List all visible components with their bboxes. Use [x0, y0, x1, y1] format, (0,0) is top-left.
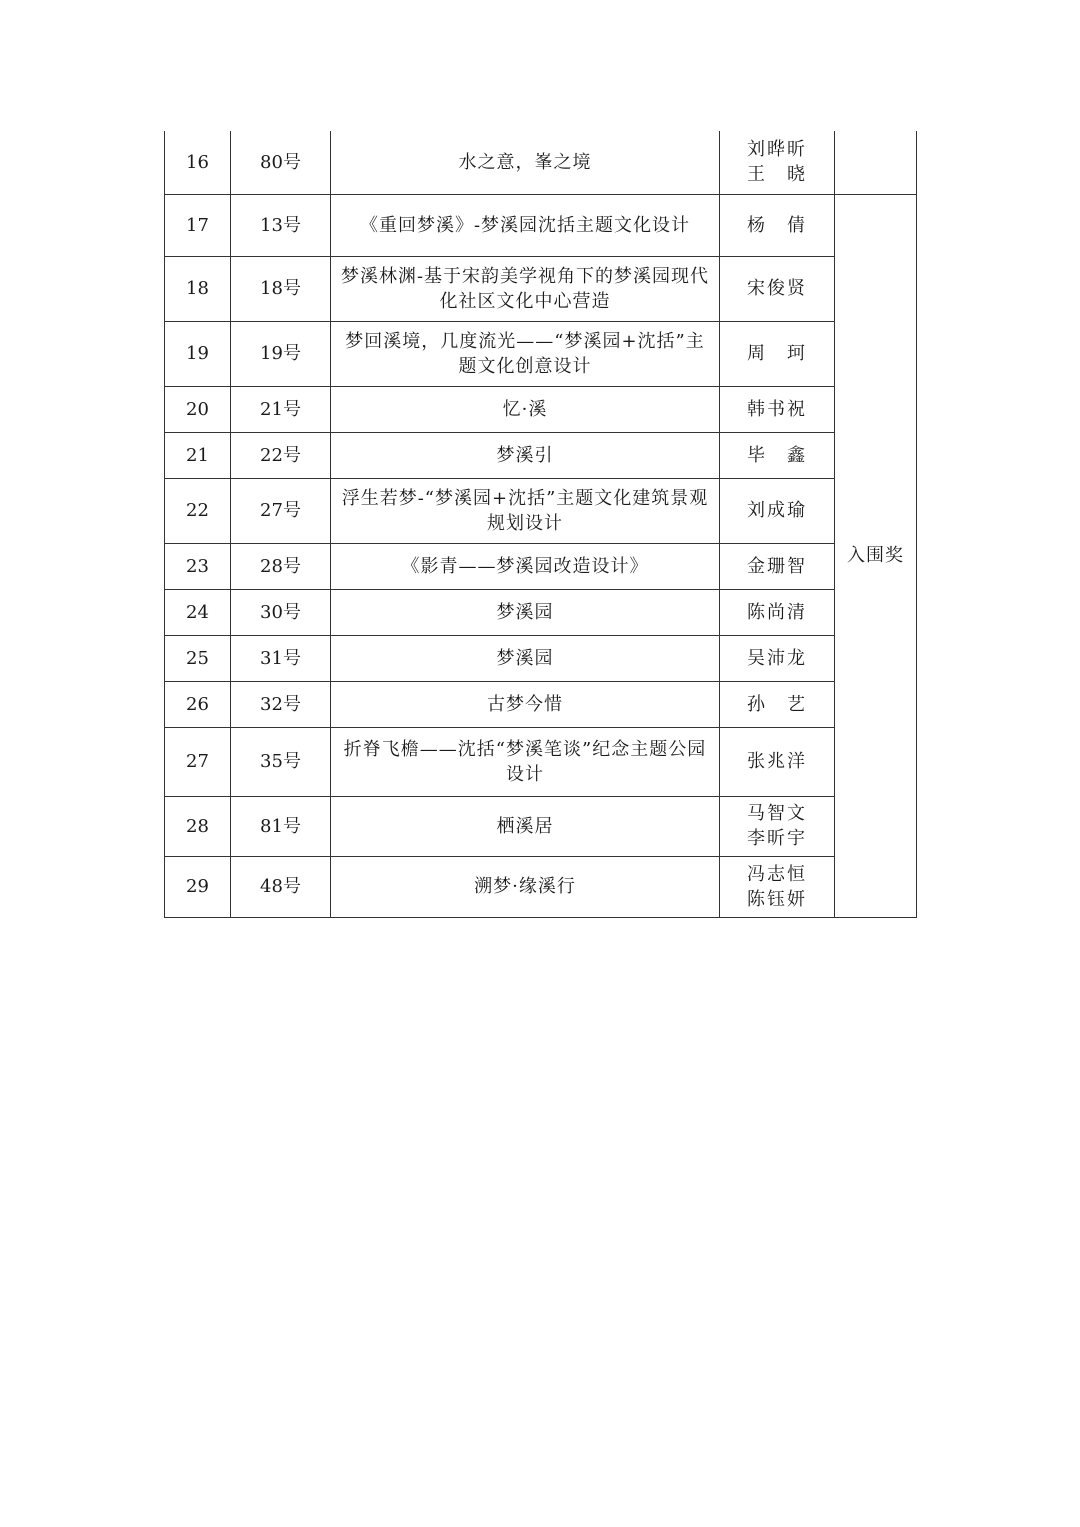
entry-number: 35号 [231, 727, 331, 796]
author-name: 宋俊贤 [747, 278, 807, 299]
entry-title: 栖溪居 [331, 796, 720, 856]
entry-title: 溯梦·缘溪行 [331, 856, 720, 917]
award-table [164, 131, 917, 918]
entry-authors [720, 727, 835, 796]
author-name: 刘成瑜 [747, 500, 807, 521]
entry-authors [720, 681, 835, 727]
table-row [165, 543, 917, 589]
entry-title: 梦溪引 [331, 432, 720, 478]
author-name: 刘晔昕 [747, 139, 807, 161]
entry-authors [720, 478, 835, 543]
entry-title: 梦回溪境，几度流光——“梦溪园+沈括”主题文化创意设计 [331, 321, 720, 386]
entry-authors [720, 543, 835, 589]
author-name: 毕 鑫 [747, 444, 807, 466]
entry-number: 31号 [231, 635, 331, 681]
row-index: 16 [165, 131, 231, 194]
entry-authors [720, 256, 835, 321]
row-index: 18 [165, 256, 231, 321]
table-row [165, 432, 917, 478]
author-name: 王 晓 [747, 164, 807, 186]
row-index: 20 [165, 386, 231, 432]
row-index: 28 [165, 796, 231, 856]
row-index: 24 [165, 589, 231, 635]
row-index: 25 [165, 635, 231, 681]
entry-number: 19号 [231, 321, 331, 386]
entry-number: 80号 [231, 131, 331, 194]
row-index: 26 [165, 681, 231, 727]
row-index: 29 [165, 856, 231, 917]
table-row [165, 386, 917, 432]
entry-number: 48号 [231, 856, 331, 917]
row-index: 27 [165, 727, 231, 796]
entry-authors [720, 386, 835, 432]
author-name: 杨 倩 [747, 214, 807, 236]
table-row [165, 194, 917, 256]
entry-title: 梦溪园 [331, 635, 720, 681]
entry-number: 18号 [231, 256, 331, 321]
author-name: 陈尚清 [747, 601, 807, 623]
author-name: 吴沛龙 [747, 647, 807, 669]
entry-number: 22号 [231, 432, 331, 478]
entry-number: 21号 [231, 386, 331, 432]
entry-title: 忆·溪 [331, 386, 720, 432]
entry-number: 28号 [231, 543, 331, 589]
entry-number: 32号 [231, 681, 331, 727]
entry-title: 《重回梦溪》-梦溪园沈括主题文化设计 [331, 194, 720, 256]
author-name: 陈钰妍 [747, 888, 807, 910]
entry-authors [720, 194, 835, 256]
entry-number: 81号 [231, 796, 331, 856]
entry-title: 折脊飞檐——沈括“梦溪笔谈”纪念主题公园设计 [331, 727, 720, 796]
row-index: 19 [165, 321, 231, 386]
table-row [165, 478, 917, 543]
entry-authors [720, 321, 835, 386]
entry-authors [720, 589, 835, 635]
table-row [165, 635, 917, 681]
entry-number: 27号 [231, 478, 331, 543]
entry-number: 30号 [231, 589, 331, 635]
author-name: 孙 艺 [747, 693, 807, 715]
author-name: 韩书祝 [747, 398, 807, 420]
entry-number: 13号 [231, 194, 331, 256]
row-index: 17 [165, 194, 231, 256]
entry-title: 《影青——梦溪园改造设计》 [331, 543, 720, 589]
author-name: 张兆洋 [747, 751, 807, 772]
entry-authors [720, 432, 835, 478]
award-cell-empty [835, 131, 917, 194]
table-row [165, 856, 917, 917]
table-row [165, 681, 917, 727]
entry-authors [720, 131, 835, 194]
entry-title: 水之意，峯之境 [331, 131, 720, 194]
author-name: 马智文 [747, 803, 807, 824]
entry-authors [720, 856, 835, 917]
entry-authors [720, 796, 835, 856]
entry-title: 浮生若梦-“梦溪园+沈括”主题文化建筑景观规划设计 [331, 478, 720, 543]
row-index: 21 [165, 432, 231, 478]
entry-authors [720, 635, 835, 681]
row-index: 23 [165, 543, 231, 589]
entry-title: 梦溪园 [331, 589, 720, 635]
author-name: 金珊智 [747, 555, 807, 577]
award-label: 入围奖 [835, 194, 917, 917]
author-name: 李昕宇 [747, 828, 807, 849]
table-row [165, 256, 917, 321]
author-name: 冯志恒 [747, 863, 807, 885]
table-row [165, 727, 917, 796]
table-row [165, 796, 917, 856]
row-index: 22 [165, 478, 231, 543]
author-name: 周 珂 [747, 343, 807, 364]
table-row [165, 321, 917, 386]
entry-title: 梦溪林渊-基于宋韵美学视角下的梦溪园现代化社区文化中心营造 [331, 256, 720, 321]
entry-title: 古梦今惜 [331, 681, 720, 727]
table-row [165, 589, 917, 635]
table-row [165, 131, 917, 194]
